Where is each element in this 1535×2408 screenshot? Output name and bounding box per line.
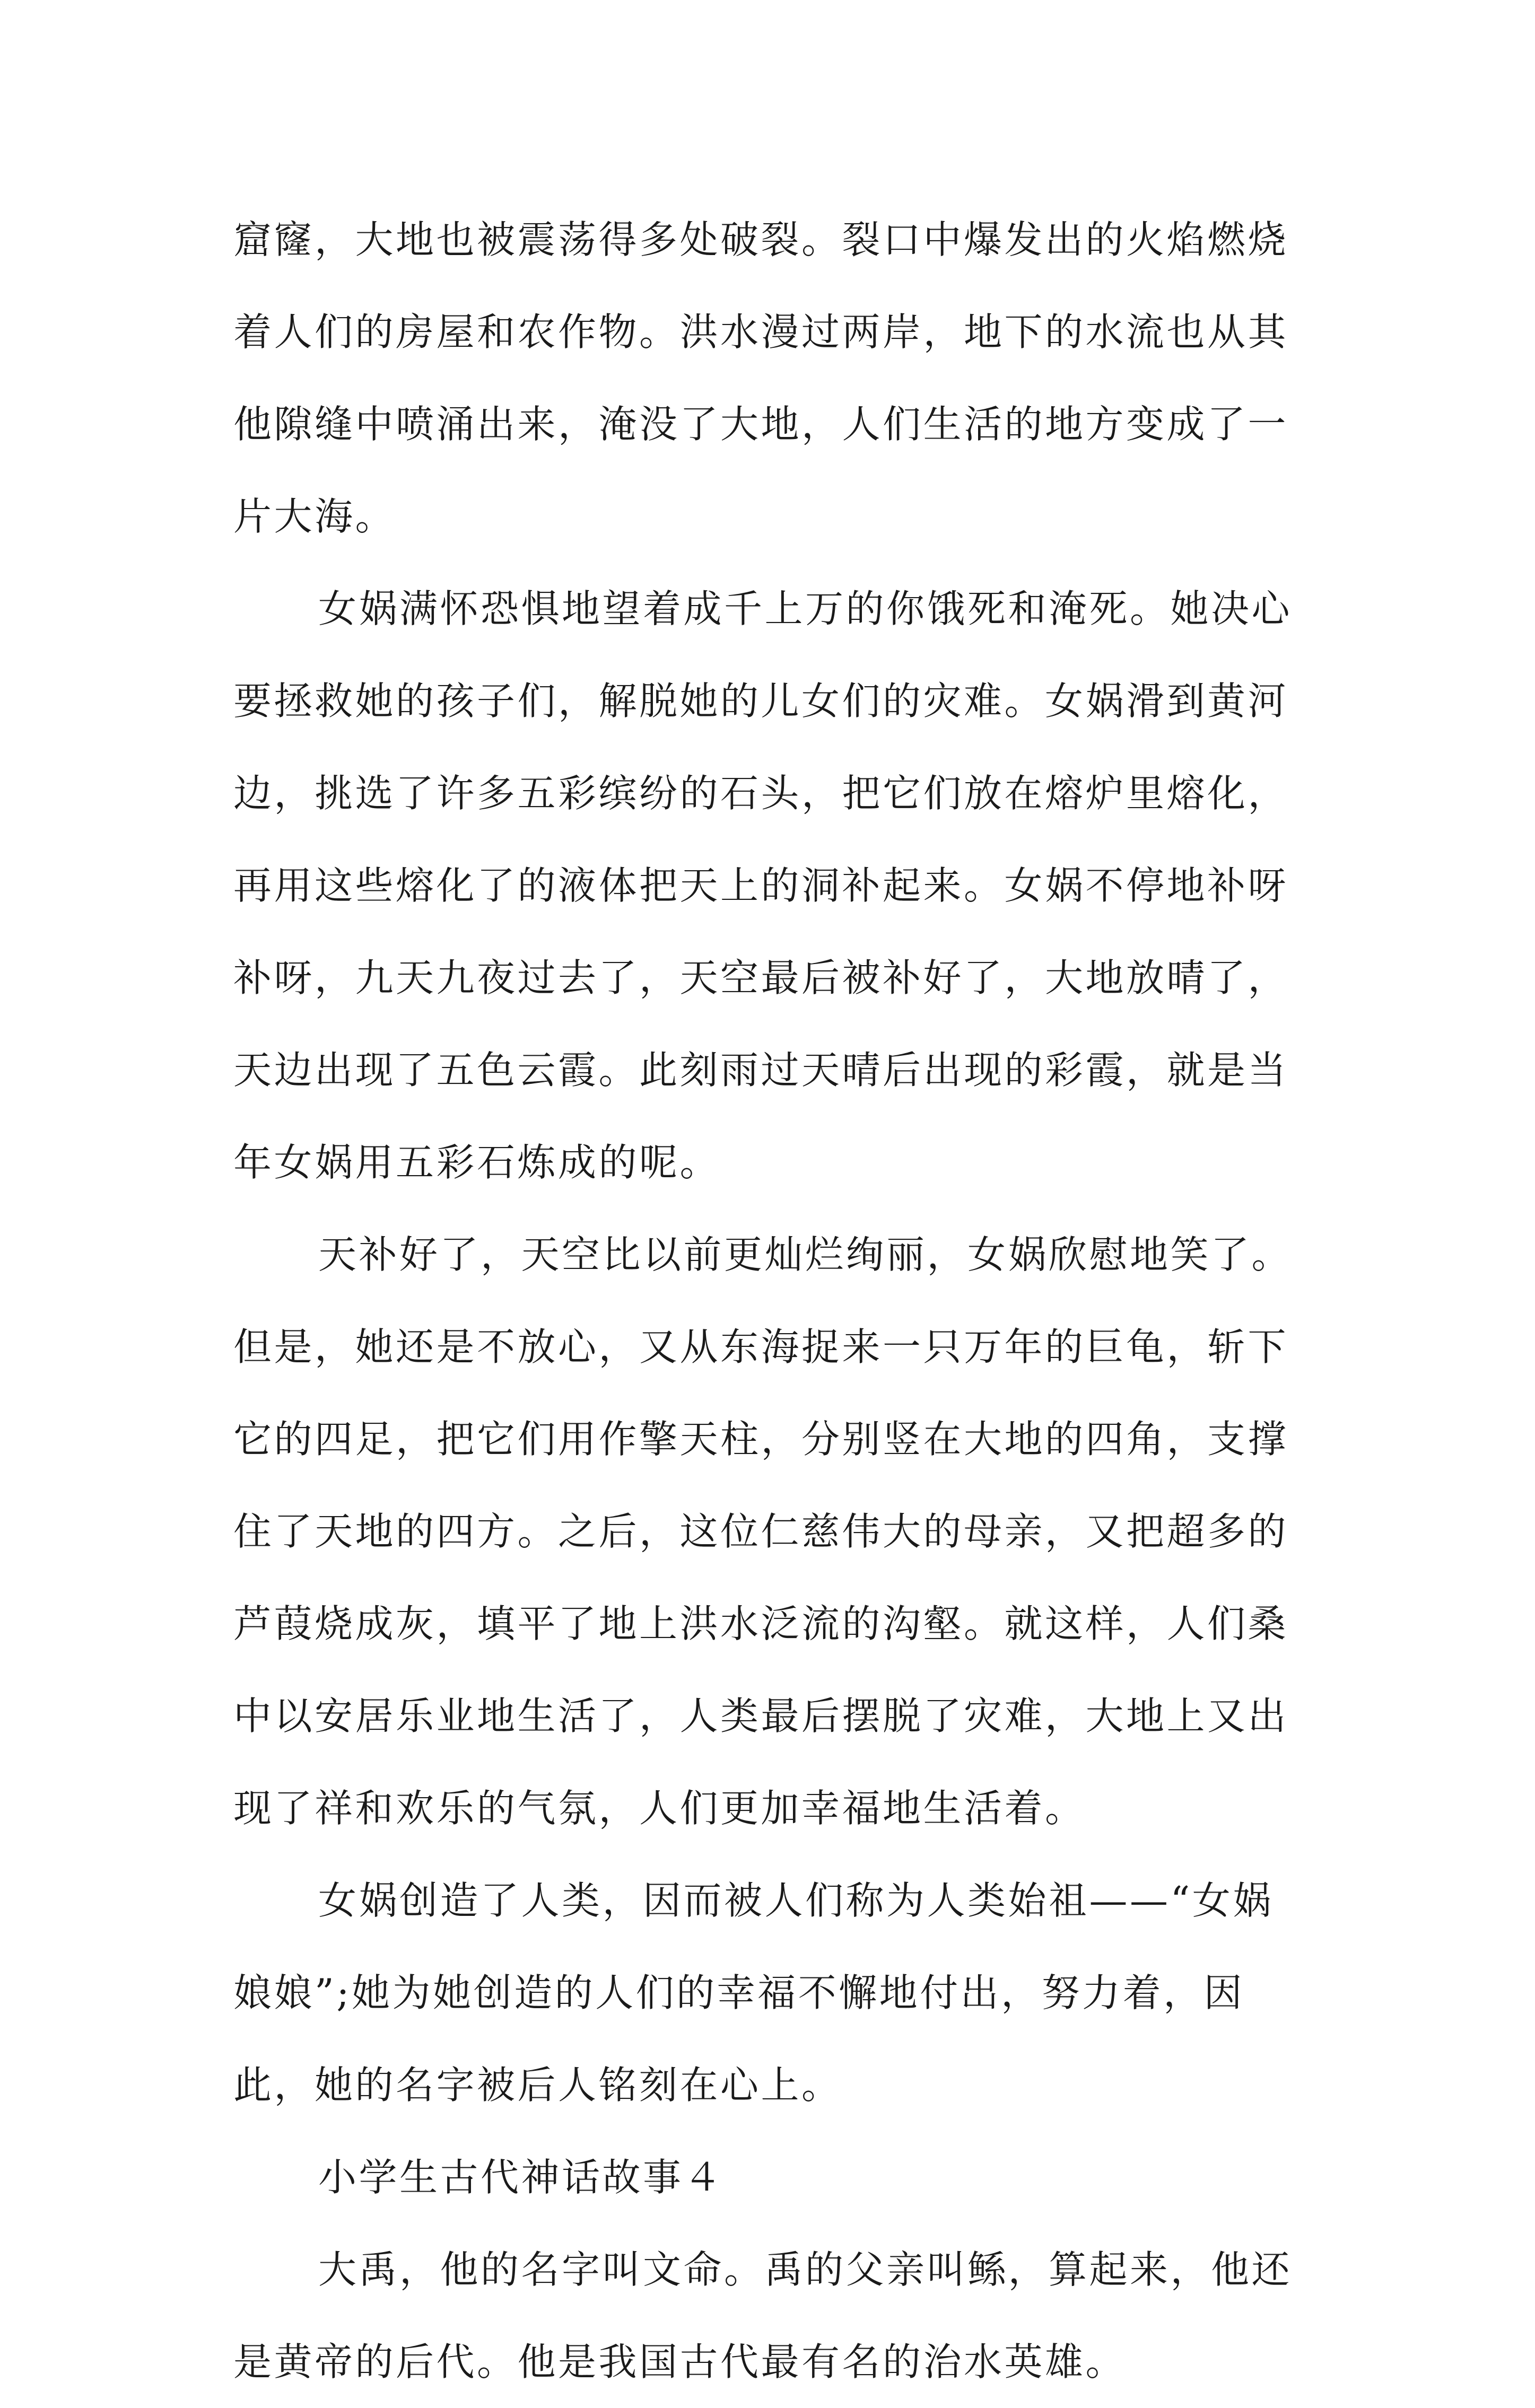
text-line: 中以安居乐业地生活了，人类最后摆脱了灾难，大地上又出 bbox=[233, 1694, 1289, 1738]
text-line: 但是，她还是不放心，又从东海捉来一只万年的巨龟，斩下 bbox=[233, 1325, 1289, 1369]
text-line: 大禹，他的名字叫文命。禹的父亲叫鲧，算起来，他还 bbox=[318, 2247, 1293, 2292]
text-line: 住了天地的四方。之后，这位仁慈伟大的母亲，又把超多的 bbox=[233, 1509, 1289, 1554]
text-line: 要拯救她的孩子们，解脱她的儿女们的灾难。女娲滑到黄河 bbox=[233, 679, 1289, 723]
body-text bbox=[233, 194, 1310, 2408]
text-line: 它的四足，把它们用作擎天柱，分别竖在大地的四角，支撑 bbox=[233, 1417, 1289, 1461]
text-line: 现了祥和欢乐的气氛，人们更加幸福地生活着。 bbox=[233, 1786, 1086, 1831]
text-line: 窟窿，大地也被震荡得多处破裂。裂口中爆发出的火焰燃烧 bbox=[233, 217, 1289, 262]
text-line: 天边出现了五色云霞。此刻雨过天晴后出现的彩霞，就是当 bbox=[233, 1048, 1289, 1092]
text-line: 着人们的房屋和农作物。洪水漫过两岸，地下的水流也从其 bbox=[233, 310, 1289, 354]
text-line: 他隙缝中喷涌出来，淹没了大地，人们生活的地方变成了一 bbox=[233, 402, 1289, 446]
text-line: 女娲创造了人类，因而被人们称为人类始祖——“女娲 bbox=[318, 1878, 1274, 1923]
text-line: 边，挑选了许多五彩缤纷的石头，把它们放在熔炉里熔化， bbox=[233, 771, 1289, 816]
text-line: 是黄帝的后代。他是我国古代最有名的治水英雄。 bbox=[233, 2340, 1127, 2384]
text-line: 芦葭烧成灰，填平了地上洪水泛流的沟壑。就这样，人们桑 bbox=[233, 1601, 1289, 1646]
text-line: 娘娘”;她为她创造的人们的幸福不懈地付出，努力着，因 bbox=[233, 1971, 1245, 2015]
text-line: 女娲满怀恐惧地望着成千上万的你饿死和淹死。她决心 bbox=[318, 586, 1293, 631]
section-heading: 小学生古代神话故事４ bbox=[318, 2155, 725, 2200]
text-line: 补呀，九天九夜过去了，天空最后被补好了，大地放晴了， bbox=[233, 956, 1289, 1000]
text-line: 再用这些熔化了的液体把天上的洞补起来。女娲不停地补呀 bbox=[233, 863, 1289, 908]
text-line: 此，她的名字被后人铭刻在心上。 bbox=[233, 2063, 842, 2107]
text-line: 年女娲用五彩石炼成的呢。 bbox=[233, 1140, 721, 1185]
text-line: 片大海。 bbox=[233, 494, 396, 539]
text-line: 天补好了，天空比以前更灿烂绚丽，女娲欣慰地笑了。 bbox=[318, 1232, 1293, 1277]
